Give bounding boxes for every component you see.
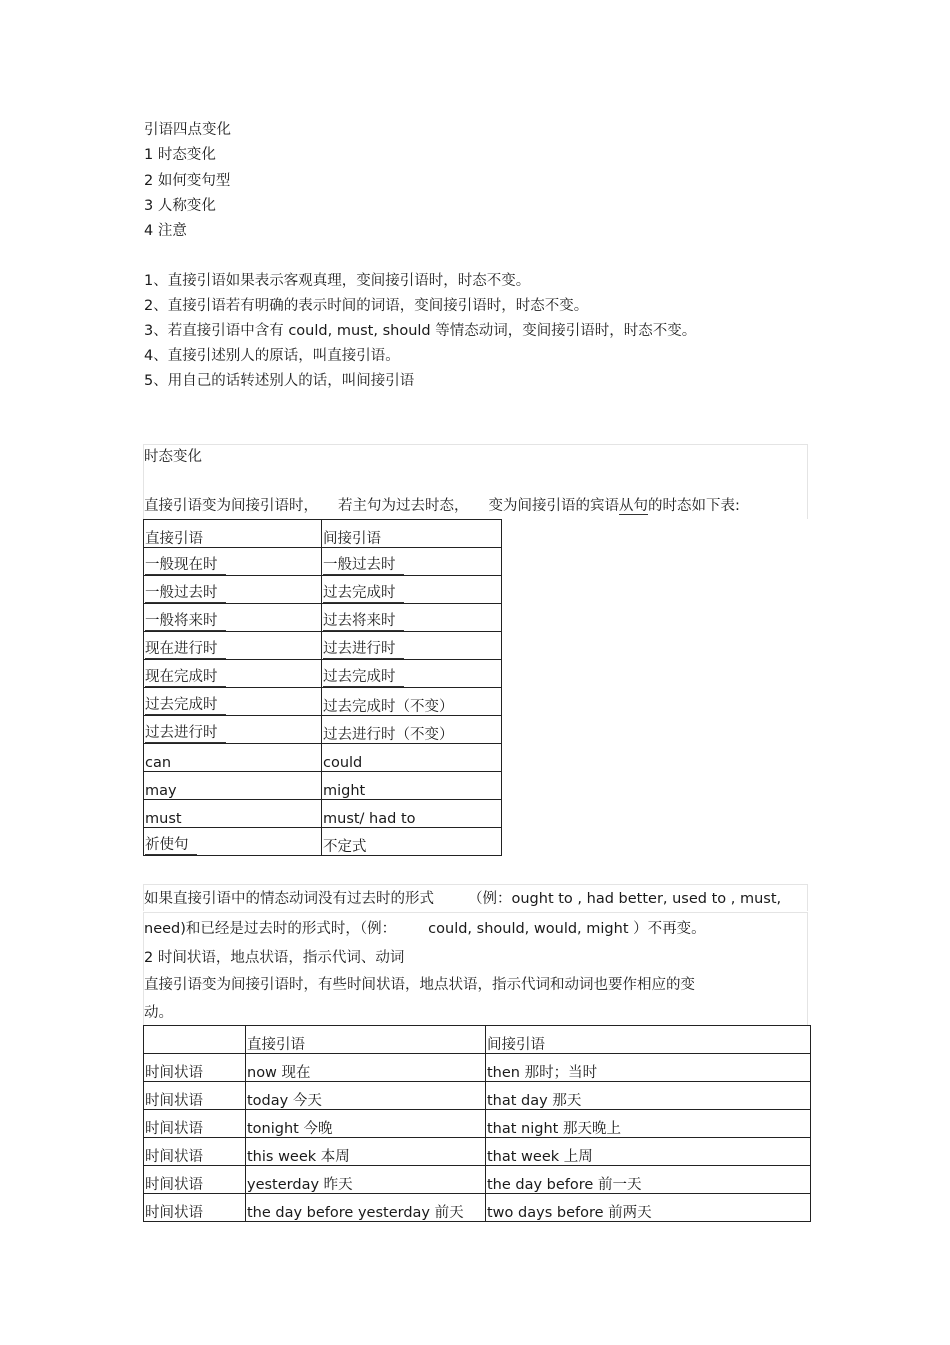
modal-note-line-1 bbox=[144, 889, 781, 909]
note-2: 2、直接引语若有明确的表示时间的词语，变间接引语时，时态不变。 bbox=[144, 298, 589, 314]
adverbials-cell: now 现在 bbox=[246, 1054, 486, 1082]
adverbials-cell: yesterday 昨天 bbox=[246, 1166, 486, 1194]
tense-cell: may bbox=[144, 772, 322, 800]
modal-note-line-2 bbox=[144, 919, 706, 939]
modal-note-line-1b: （例：ought to , had better, used to , must, bbox=[468, 891, 782, 907]
note-1: 1、直接引语如果表示客观真理，变间接引语时，时态不变。 bbox=[144, 273, 531, 289]
modal-note-line-2a: need)和已经是过去时的形式时，（例： bbox=[144, 921, 397, 937]
table-row bbox=[144, 800, 502, 828]
table-row bbox=[144, 632, 502, 660]
tense-cell: must bbox=[144, 800, 322, 828]
adverbials-cell: that day 那天 bbox=[486, 1082, 811, 1110]
table-row bbox=[144, 772, 502, 800]
adverbials-cell: that night 那天晚上 bbox=[486, 1110, 811, 1138]
tense-intro-part3: 变为间接引语的宾语 bbox=[488, 498, 619, 514]
tense-cell: 现在进行时 bbox=[145, 641, 226, 659]
table-row bbox=[144, 1194, 811, 1222]
tense-intro-underlined: 从句 bbox=[619, 498, 648, 514]
adverbials-cell: 时间状语 bbox=[144, 1138, 246, 1166]
adverbials-cell: that week 上周 bbox=[486, 1138, 811, 1166]
adverbials-cell: 时间状语 bbox=[144, 1194, 246, 1222]
table-row bbox=[144, 1082, 811, 1110]
tense-cell: 过去完成时 bbox=[323, 585, 404, 603]
tense-cell: 不定式 bbox=[322, 828, 502, 856]
table-row bbox=[144, 548, 502, 576]
tense-cell: 过去完成时 bbox=[323, 669, 404, 687]
tense-cell: 一般将来时 bbox=[145, 613, 226, 631]
tense-heading: 时态变化 bbox=[144, 449, 202, 465]
tense-intro-part2: 若主句为过去时态， bbox=[338, 498, 469, 514]
tense-cell: 过去进行时（不变） bbox=[323, 727, 454, 743]
tense-cell: 祈使句 bbox=[145, 837, 197, 855]
table-row bbox=[144, 1110, 811, 1138]
outline-item-3: 3 人称变化 bbox=[144, 198, 216, 214]
adverbials-cell: two days before 前两天 bbox=[486, 1194, 811, 1222]
adverbials-cell: tonight 今晚 bbox=[246, 1110, 486, 1138]
tense-cell: 一般过去时 bbox=[145, 585, 226, 603]
note-5: 5、用自己的话转述别人的话，叫间接引语 bbox=[144, 373, 415, 389]
tense-cell: 现在完成时 bbox=[145, 669, 226, 687]
tense-cell: 过去完成时（不变） bbox=[323, 699, 454, 715]
adverbials-header-indirect: 间接引语 bbox=[486, 1026, 811, 1054]
adverbials-line-2: 动。 bbox=[144, 1005, 173, 1021]
table-row bbox=[144, 1026, 811, 1054]
adverbials-cell: 时间状语 bbox=[144, 1054, 246, 1082]
table-row bbox=[144, 1054, 811, 1082]
table-row bbox=[144, 1166, 811, 1194]
adverbials-cell: 时间状语 bbox=[144, 1082, 246, 1110]
adverbials-heading: 2 时间状语，地点状语，指示代词、动词 bbox=[144, 950, 405, 966]
adverbials-cell: today 今天 bbox=[246, 1082, 486, 1110]
tense-cell: 过去进行时 bbox=[145, 725, 226, 743]
tense-cell: could bbox=[322, 744, 502, 772]
note-3: 3、若直接引语中含有 could, must, should 等情态动词，变间接引语时，时态不变。 bbox=[144, 323, 697, 339]
adverbials-cell: the day before yesterday 前天 bbox=[246, 1194, 486, 1222]
tense-intro bbox=[144, 496, 740, 516]
adverbials-header-direct: 直接引语 bbox=[246, 1026, 486, 1054]
tense-cell: can bbox=[144, 744, 322, 772]
tense-cell: 一般过去时 bbox=[323, 557, 404, 575]
tense-header-direct: 直接引语 bbox=[144, 520, 322, 548]
tense-cell: 一般现在时 bbox=[145, 557, 226, 575]
adverbials-table bbox=[143, 1025, 811, 1222]
table-row bbox=[144, 604, 502, 632]
tense-cell: 过去将来时 bbox=[323, 613, 404, 631]
tense-cell: 过去进行时 bbox=[323, 641, 404, 659]
table-row bbox=[144, 744, 502, 772]
tense-table bbox=[143, 519, 502, 856]
modal-note-line-2b: could, should, would, might ）不再变。 bbox=[428, 921, 706, 937]
tense-cell: might bbox=[322, 772, 502, 800]
outline-title: 引语四点变化 bbox=[144, 122, 231, 138]
outline-item-2: 2 如何变句型 bbox=[144, 173, 231, 189]
adverbials-header-blank bbox=[144, 1026, 246, 1054]
adverbials-line-1: 直接引语变为间接引语时，有些时间状语，地点状语，指示代词和动词也要作相应的变 bbox=[144, 977, 695, 993]
outline-item-1: 1 时态变化 bbox=[144, 147, 216, 163]
tense-intro-part4: 的时态如下表: bbox=[648, 498, 740, 514]
table-row bbox=[144, 660, 502, 688]
adverbials-cell: 时间状语 bbox=[144, 1110, 246, 1138]
adverbials-cell: then 那时；当时 bbox=[486, 1054, 811, 1082]
tense-cell: must/ had to bbox=[322, 800, 502, 828]
adverbials-cell: 时间状语 bbox=[144, 1166, 246, 1194]
adverbials-cell: the day before 前一天 bbox=[486, 1166, 811, 1194]
table-row bbox=[144, 1138, 811, 1166]
table-row bbox=[144, 520, 502, 548]
table-row bbox=[144, 828, 502, 856]
table-row bbox=[144, 716, 502, 744]
adverbials-cell: this week 本周 bbox=[246, 1138, 486, 1166]
tense-intro-part1: 直接引语变为间接引语时， bbox=[144, 498, 318, 514]
table-row bbox=[144, 688, 502, 716]
outline-item-4: 4 注意 bbox=[144, 223, 187, 239]
tense-cell: 过去完成时 bbox=[145, 697, 226, 715]
modal-note-line-1a: 如果直接引语中的情态动词没有过去时的形式 bbox=[144, 891, 434, 907]
tense-header-indirect: 间接引语 bbox=[322, 520, 502, 548]
table-row bbox=[144, 576, 502, 604]
note-4: 4、直接引述别人的原话，叫直接引语。 bbox=[144, 348, 400, 364]
